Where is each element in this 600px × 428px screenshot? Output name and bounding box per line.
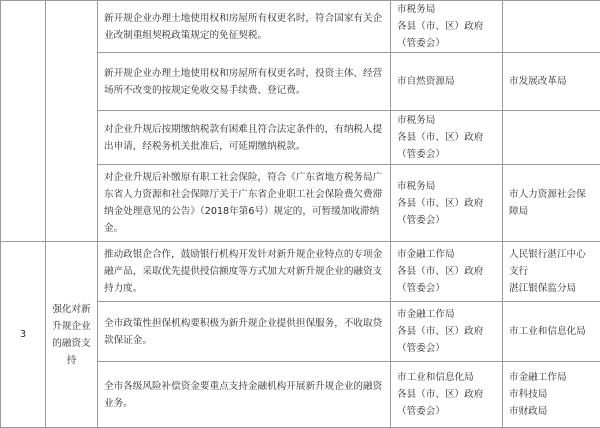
table-row [1, 242, 600, 302]
lead-department-name: 市税务局 [397, 178, 496, 195]
measure-content: 对企业升规后补缴原有职工社会保险，符合《广东省地方税务局广东省人力资源和社会保障厅关于广东省企业职工社会保险费欠费滞纳金处理意见的公告》（2018年第6号）规定的，可暂缓加收滞纳金。 [98, 165, 391, 242]
lead-department-name: 各县（市、区）政府（管委会） [397, 18, 496, 52]
table-row [1, 1, 600, 53]
support-department [503, 1, 600, 53]
category-label: 强化对新升规企业的融资支持 [46, 242, 98, 428]
lead-department-name: 市自然资源局 [397, 73, 496, 90]
support-department [503, 165, 600, 242]
measure-content: 全市各级风险补偿资金要重点支持金融机构开展新升规企业的融资业务。 [98, 362, 391, 428]
lead-department [391, 1, 503, 53]
category-cell [46, 1, 98, 242]
lead-department-name: 市税务局 [397, 112, 496, 129]
support-department [503, 111, 600, 165]
measure-content: 推动政银企合作，鼓励银行机构开发针对新升规企业特点的专项金融产品，采取优先提供授信额度等方式加大对新升规企业的融资支持力度。 [98, 242, 391, 302]
measure-content: 全市政策性担保机构要积极为新升规企业提供担保服务，不收取贷款保证金。 [98, 302, 391, 362]
number-cell [1, 1, 46, 242]
support-department [503, 302, 600, 362]
measure-content: 新开规企业办理土地使用权和房屋所有权更名时，投资主体、经营场所不改变的按规定免收交易手续费、登记费。 [98, 53, 391, 111]
item-number: 3 [1, 242, 46, 428]
support-department [503, 53, 600, 111]
lead-department-name: 市金融工作局 [397, 306, 496, 323]
lead-department-name: 市工业和信息化局 [397, 369, 496, 386]
support-department-name: 市金融工作局 [509, 369, 594, 386]
lead-department-name: 市金融工作局 [397, 246, 496, 263]
lead-department-name: 各县（市、区）政府（管委会） [397, 129, 496, 163]
support-department-name: 湛江银保监分局 [509, 280, 594, 297]
lead-department-name: 市税务局 [397, 1, 496, 18]
support-department-name: 市科技局 [509, 386, 594, 403]
support-department-name: 人民银行湛江中心支行 [509, 246, 594, 280]
support-department-name: 市发展改革局 [509, 73, 594, 90]
lead-department-name: 各县（市、区）政府（管委会） [397, 263, 496, 297]
support-department-name: 市工业和信息化局 [509, 323, 594, 340]
lead-department [391, 53, 503, 111]
lead-department-name: 各县（市、区）政府（管委会） [397, 386, 496, 420]
lead-department [391, 242, 503, 302]
support-department-name: 市财政局 [509, 403, 594, 420]
measure-content: 对企业升规后按期缴纳税款有困难且符合法定条件的，有纳税人提出申请，经税务机关批准后，可延期缴纳税款。 [98, 111, 391, 165]
lead-department [391, 302, 503, 362]
lead-department [391, 165, 503, 242]
support-department [503, 242, 600, 302]
lead-department-name: 各县（市、区）政府（管委会） [397, 323, 496, 357]
lead-department-name: 各县（市、区）政府（管委会） [397, 195, 496, 229]
measure-content: 新开规企业办理土地使用权和房屋所有权更名时，符合国家有关企业改制重组契税政策规定的免征契税。 [98, 1, 391, 53]
lead-department [391, 362, 503, 428]
support-department [503, 362, 600, 428]
support-department-name: 市人力资源社会保障局 [509, 186, 594, 220]
lead-department [391, 111, 503, 165]
